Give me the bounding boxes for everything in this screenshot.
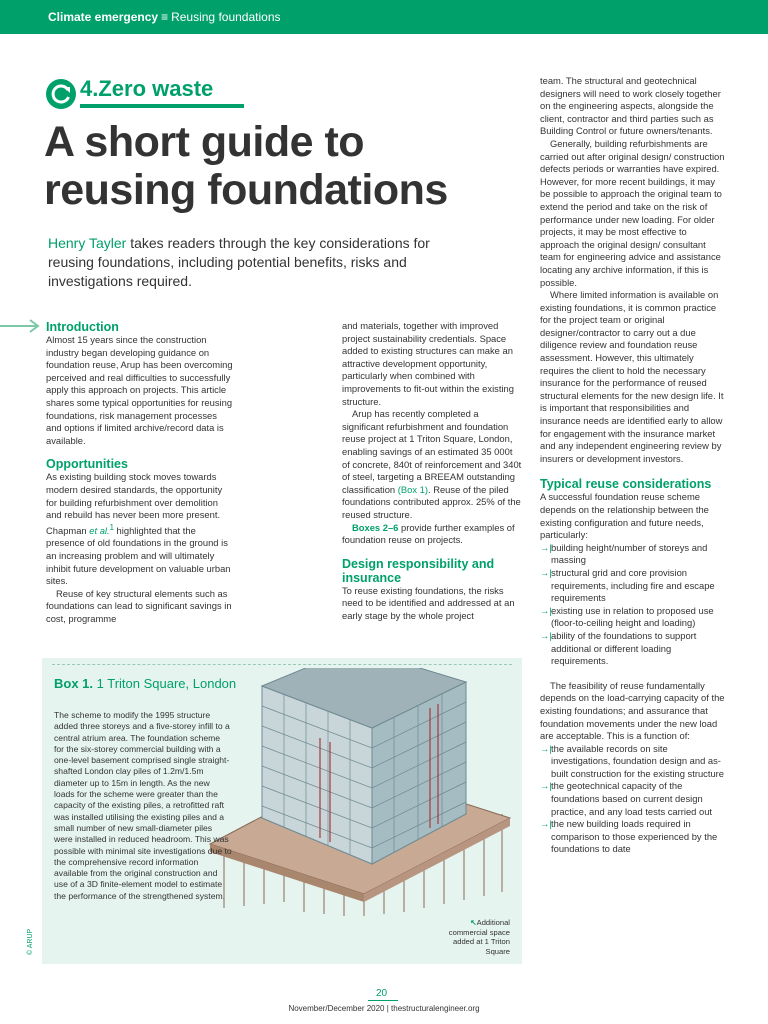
list-item bbox=[540, 605, 726, 630]
list-item-text: building height/number of storeys and massing bbox=[551, 541, 708, 566]
col3-paragraph-5: The feasibility of reuse fundamentally depends on the load-carrying capacity of the existing foundations; and assurance that foundation movements under the new load are acceptable. This is a function of: bbox=[540, 679, 725, 742]
opportunities-paragraph-1 bbox=[46, 471, 234, 587]
standfirst-text: takes readers through the key considerations for reusing foundations, including potential benefits, risks and investigations required. bbox=[48, 235, 430, 289]
citation-number: 1 bbox=[109, 522, 114, 532]
page-number-rule bbox=[368, 1000, 398, 1001]
box-1-title-text: 1 Triton Square, London bbox=[96, 676, 237, 691]
list-item bbox=[540, 567, 726, 605]
list-item-text: ability of the foundations to support additional or different loading requirements. bbox=[551, 629, 697, 667]
col3-paragraph-2: Generally, building refurbishments are carried out after original design/ construction defects periods or warranties have expired. However, for more recent buildings, it may be possible to approach the original team to extend the period and take on the risk of performance under new loading. For older projects, it may be most effective to approach the original design/ consultant team for engineering advice and assistance locating any archive information, if this is possible. bbox=[540, 137, 725, 288]
bullet-arrow-icon: →| bbox=[540, 780, 552, 792]
list-item bbox=[540, 818, 726, 856]
header-section: Climate emergency bbox=[48, 10, 159, 24]
citation-et-al: et al. bbox=[89, 524, 110, 536]
box1-reference: (Box 1) bbox=[397, 483, 428, 495]
list-item bbox=[540, 780, 726, 818]
column-1 bbox=[46, 320, 234, 626]
opportunities-paragraph-2: Reuse of key structural elements such as foundations can lead to significant savings in cost, programme bbox=[46, 587, 232, 624]
box-1-text: The scheme to modify the 1995 structure added three storeys and a five-storey infill to a central atrium area. The foundation scheme for the six-storey commercial building with a one-level basement comprised single straight-shafted London clay piles of 1.2m/1.5m diameter up to 15m in length. As the new loads for the scheme were greater than the capacity of the existing piles, a retrofitted raft was installed utilising the existing piles and a small number of new small-diameter piles were installed in reduced headroom. This was possible with minimal site investigations due to the comprehensive record information available from the original construction and use of a 3D finite-element model to estimate the performance of the strengthened system. bbox=[54, 710, 232, 901]
intro-paragraph: Almost 15 years since the construction industry began developing guidance on foundation reuse, Arup has been overcoming perceived and real difficulties to successfully apply this approach on projects. This article shares some typical opportunities for reusing foundations, risk management processes and options if limited archive/record data is available. bbox=[46, 334, 233, 446]
page-title: A short guide to reusing foundations bbox=[44, 118, 448, 214]
header-bar bbox=[0, 0, 768, 34]
col3-paragraph-4: A successful foundation reuse scheme depends on the relationship between the existing configuration and future needs, particularly: bbox=[540, 491, 709, 541]
footer-divider: | bbox=[386, 1004, 389, 1013]
list-item bbox=[540, 542, 726, 567]
bullet-arrow-icon: →| bbox=[540, 742, 552, 754]
bullet-arrow-icon: →| bbox=[540, 604, 552, 616]
list-item-text: existing use in relation to proposed use (floor-to-ceiling height and loading) bbox=[551, 604, 714, 629]
column-3 bbox=[540, 75, 726, 856]
section-underline bbox=[80, 104, 244, 108]
bullet-arrow-icon: →| bbox=[540, 541, 552, 553]
opp-text-b: highlighted that the presence of old foundations in the ground is an increasing problem and will ultimately inhibit future development on valuable urban sites. bbox=[46, 524, 231, 587]
section-label: 4.Zero waste bbox=[80, 76, 214, 101]
header-separator: ≡ bbox=[161, 10, 169, 24]
col2-p2-text-a: Arup has recently completed a significant refurbishment and foundation reuse project at 1 Triton Square, London, enabling savings of an estimated 35 000t of concrete, 840t of reinforcement and 340t of steel, targeting a BREEAM outstanding classification bbox=[342, 408, 522, 495]
author-name: Henry Tayler bbox=[48, 235, 127, 251]
footer-website: thestructuralengineer.org bbox=[391, 1004, 480, 1013]
col3-paragraph-3: Where limited information is available on existing foundations, it is common practice for the project team or original designer/contractor to carry out a due diligence review and foundation reuse assessment. However, this ultimately requires the client to hold the necessary insurance for the performance of reused structural elements for the new design life. It is important that responsibilities and insurance needs are identified early to allow for engagement with the insurance market and any independent engineering review by insurers or development investors. bbox=[540, 289, 724, 464]
col2-paragraph-3 bbox=[342, 522, 522, 547]
list-item-text: the available records on site investigations, foundation design and as-built construction for the existing structure bbox=[551, 742, 724, 779]
heading-opportunities: Opportunities bbox=[46, 457, 128, 472]
col2-p3-text: provide further examples of foundation reuse on projects. bbox=[342, 521, 515, 546]
column-2 bbox=[342, 320, 522, 622]
box-dashed-rule bbox=[52, 664, 512, 665]
recycle-arrow-icon bbox=[46, 79, 76, 109]
header-subsection: Reusing foundations bbox=[171, 10, 281, 24]
footer-date: November/December 2020 bbox=[288, 1004, 385, 1013]
bullet-arrow-icon: →| bbox=[540, 566, 552, 578]
col2-paragraph-1: and materials, together with improved project sustainability credentials. Space added to existing structures can make an attractive development opportunity, particularly when combined with improvements to fit-out within the existing structure. bbox=[342, 320, 514, 407]
col2-p2-text-b: . Reuse of the piled foundations contributed approx. 25% of the reused structure. bbox=[342, 483, 521, 520]
page-number: 20 bbox=[376, 988, 388, 999]
box-1-caption bbox=[446, 918, 510, 956]
list-item bbox=[540, 743, 726, 781]
image-credit: © ARUP bbox=[27, 928, 34, 955]
box-1-label: Box 1. bbox=[54, 676, 94, 691]
box-1-panel bbox=[42, 658, 522, 964]
list-item-text: the geotechnical capacity of the foundations based on current design practice, and any load tests carried out bbox=[551, 780, 713, 817]
caption-arrow-icon: ↖ bbox=[470, 918, 477, 927]
col2-paragraph-2 bbox=[342, 408, 522, 521]
list-item-text: structural grid and core provision requirements, including fire and escape requirements bbox=[551, 566, 715, 604]
heading-design-responsibility: Design responsibility and insurance bbox=[342, 556, 495, 585]
bullet-arrow-icon: →| bbox=[540, 818, 552, 830]
list-item bbox=[540, 630, 726, 668]
arrow-right-icon bbox=[0, 318, 44, 334]
bullet-arrow-icon: →| bbox=[540, 629, 552, 641]
header-breadcrumb bbox=[48, 10, 281, 24]
col3-paragraph-1: team. The structural and geotechnical designers will need to work closely together on the engineering aspects, alongside the client, contractor and third parties such as Building Control or future owners/tenants. bbox=[540, 75, 721, 137]
footer bbox=[0, 1004, 768, 1013]
heading-introduction: Introduction bbox=[46, 320, 119, 334]
opp-text-a: As existing building stock moves towards modern desired standards, the opportunity for building refurbishment over demolition and rebuild has never been more present. Chapman bbox=[46, 471, 223, 536]
col2-paragraph-4: To reuse existing foundations, the risks need to be identified and addressed at an early stage by the whole project bbox=[342, 584, 515, 621]
heading-typical-reuse: Typical reuse considerations bbox=[540, 477, 712, 492]
box-1-caption-text: Additional commercial space added at 1 Triton Square bbox=[448, 918, 510, 956]
building-isometric-illustration bbox=[204, 668, 514, 918]
list-item-text: the new building loads required in comparison to those experienced by the foundations to date bbox=[551, 818, 718, 855]
boxes-reference: Boxes 2–6 bbox=[352, 521, 399, 533]
standfirst bbox=[48, 234, 468, 291]
